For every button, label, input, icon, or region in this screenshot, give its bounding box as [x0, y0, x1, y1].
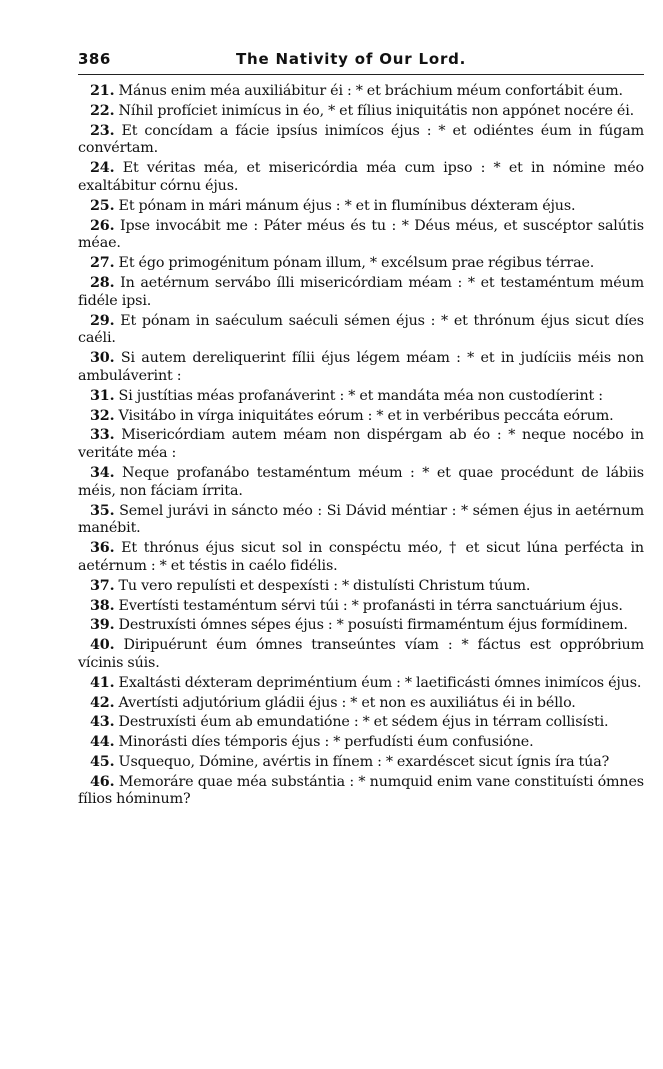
verse — [78, 218, 644, 254]
verse — [78, 617, 644, 635]
verse-text: Usquequo, Dómine, avértis in fínem : * exardéscet sicut ígnis íra túa? — [118, 753, 610, 770]
verse — [78, 695, 644, 713]
verse-text: Avertísti adjutórium gládii éjus : * et non es auxiliátus éi in béllo. — [118, 694, 576, 711]
verse — [78, 540, 644, 576]
verse-number: 23. — [90, 122, 115, 139]
verse — [78, 675, 644, 693]
verse-text: Destruxísti ómnes sépes éjus : * posuísti firmaméntum éjus formídinem. — [118, 617, 628, 634]
verse — [78, 388, 644, 406]
verse-number: 44. — [90, 734, 115, 751]
verse — [78, 198, 644, 216]
verse — [78, 160, 644, 196]
verse-text: Et concídam a fácie ipsíus inimícos éjus : * et odiéntes éum in fúgam convértam. — [78, 122, 644, 157]
verse-number: 46. — [90, 773, 115, 790]
verse-text: In aetérnum servábo ílli misericórdiam méam : * et testaméntum méum fidéle ipsi. — [78, 274, 644, 309]
verse-text: Et pónam in saéculum saéculi sémen éjus : * et thrónum éjus sicut díes caéli. — [78, 312, 644, 347]
verse — [78, 503, 644, 539]
verse-number: 37. — [90, 577, 115, 594]
verse — [78, 754, 644, 772]
verse-text: Si autem dereliquerint fílii éjus légem méam : * et in judíciis méis non ambuláverint : — [78, 350, 644, 384]
verse — [78, 774, 644, 810]
verse-number: 31. — [90, 387, 115, 404]
page-header — [78, 50, 644, 75]
verse-text: Et égo primogénitum pónam illum, * excélsum prae régibus térrae. — [118, 255, 595, 272]
page-number: 386 — [78, 50, 111, 68]
verse-text: Si justítias méas profanáverint : * et mandáta méa non custodíerint : — [118, 387, 603, 404]
verse — [78, 275, 644, 311]
verse — [78, 123, 644, 159]
verse-text: Visitábo in vírga iniquitátes eórum : * et in verbéribus peccáta eórum. — [118, 407, 614, 424]
verse-number: 29. — [90, 312, 115, 329]
verse-text: Semel jurávi in sáncto méo : Si Dávid méntiar : * sémen éjus in aetérnum manébit. — [78, 502, 644, 537]
verse-number: 33. — [90, 427, 115, 444]
verse — [78, 83, 644, 101]
running-title: The Nativity of Our Lord. — [236, 50, 467, 68]
verse — [78, 598, 644, 616]
verse — [78, 350, 644, 386]
verse-number: 22. — [90, 102, 115, 119]
verse-number: 36. — [90, 540, 115, 557]
verse-number: 45. — [90, 753, 115, 770]
verse — [78, 313, 644, 349]
verse-text: Destruxísti éum ab emundatióne : * et sédem éjus in térram collisísti. — [118, 714, 609, 731]
verse-text: Evertísti testaméntum sérvi túi : * profanásti in térra sanctuárium éjus. — [118, 597, 623, 614]
verse — [78, 734, 644, 752]
verse — [78, 637, 644, 673]
verse-number: 25. — [90, 197, 115, 214]
verse-number: 35. — [90, 502, 115, 519]
verse — [78, 714, 644, 732]
verse-number: 38. — [90, 597, 115, 614]
verse-number: 41. — [90, 674, 115, 691]
verse-text: Diripuérunt éum ómnes transeúntes víam : * fáctus est oppróbrium vícinis súis. — [78, 637, 644, 671]
verse-text: Mánus enim méa auxiliábitur éi : * et bráchium méum confortábit éum. — [118, 83, 623, 99]
verse-text: Ipse invocábit me : Páter méus és tu : * Déus méus, et suscéptor salútis méae. — [78, 217, 644, 252]
psalm-verses — [78, 83, 644, 809]
verse — [78, 408, 644, 426]
verse-number: 34. — [90, 464, 115, 481]
verse-number: 39. — [90, 617, 115, 634]
verse-text: Et thrónus éjus sicut sol in conspéctu méo, † et sicut lúna perfécta in aetérnum : * et téstis in caélo fidélis. — [78, 540, 644, 574]
verse — [78, 255, 644, 273]
verse-text: Memoráre quae méa substántia : * numquid enim vane constituísti ómnes fílios hóminum? — [78, 773, 644, 808]
verse — [78, 103, 644, 121]
verse-text: Minorásti díes témporis éjus : * perfudísti éum confusióne. — [118, 734, 534, 751]
verse-number: 27. — [90, 255, 115, 272]
verse-text: Exaltásti déxteram depriméntium éum : * laetificásti ómnes inimícos éjus. — [118, 674, 642, 691]
verse-number: 40. — [90, 637, 115, 654]
verse-number: 32. — [90, 407, 115, 424]
verse-number: 43. — [90, 714, 115, 731]
verse-text: Tu vero repulísti et despexísti : * distulísti Christum túum. — [118, 577, 531, 594]
verse-text: Et pónam in mári mánum éjus : * et in flumínibus déxteram éjus. — [118, 197, 576, 214]
book-page — [78, 50, 644, 811]
verse-text: Et véritas méa, et misericórdia méa cum ipso : * et in nómine méo exaltábitur córnu éjus. — [78, 160, 644, 194]
verse-number: 28. — [90, 274, 115, 291]
verse-text: Neque profanábo testaméntum méum : * et quae procédunt de lábiis méis, non fáciam írrita. — [78, 464, 644, 499]
verse-text: Misericórdiam autem méam non dispérgam ab éo : * neque nocébo in veritáte méa : — [78, 427, 644, 462]
verse-number: 21. — [90, 83, 115, 99]
verse-number: 30. — [90, 350, 115, 367]
verse-text: Níhil profíciet inimícus in éo, * et fílius iniquitátis non appónet nocére éi. — [118, 102, 635, 119]
verse-number: 24. — [90, 160, 115, 177]
verse — [78, 578, 644, 596]
verse — [78, 465, 644, 501]
verse — [78, 427, 644, 463]
verse-number: 42. — [90, 694, 115, 711]
verse-number: 26. — [90, 217, 115, 234]
